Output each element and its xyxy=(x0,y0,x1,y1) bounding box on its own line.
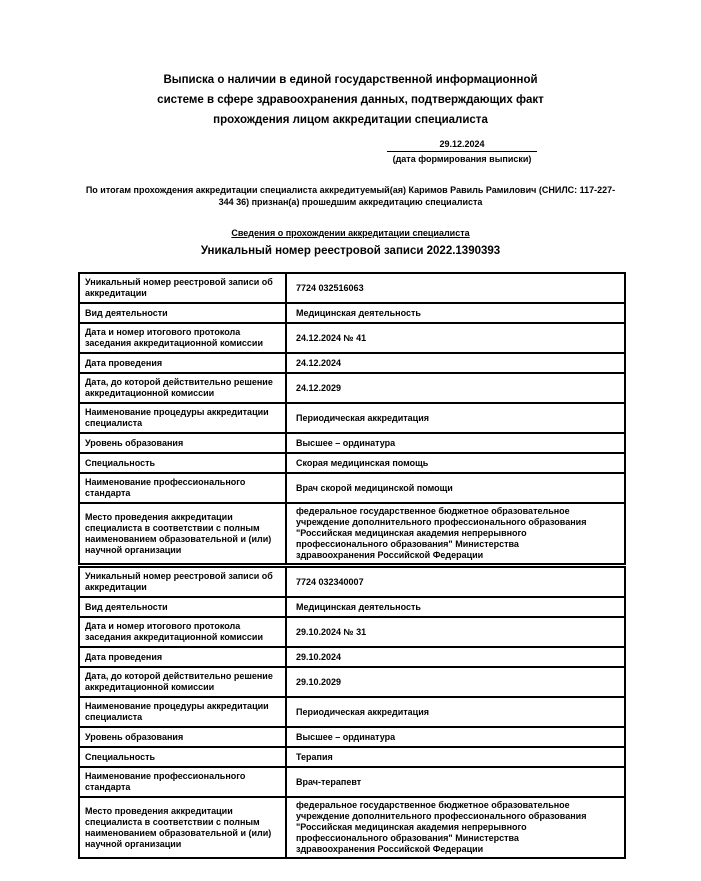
field-label: Дата и номер итогового протокола заседания аккредитационной комиссии xyxy=(79,323,286,353)
field-value: федеральное государственное бюджетное образовательное учреждение дополнительного профессионального образования "Российская медицинская академия непрерывного профессионального образования" Министерства здравоохранения Российской Федерации xyxy=(286,797,625,858)
table-row xyxy=(79,373,625,403)
field-label: Уровень образования xyxy=(79,727,286,747)
field-label: Уникальный номер реестровой записи об аккредитации xyxy=(79,567,286,597)
table-row xyxy=(79,567,625,597)
field-value: 7724 032340007 xyxy=(286,567,625,597)
table-row xyxy=(79,647,625,667)
table-row xyxy=(79,727,625,747)
table-row xyxy=(79,667,625,697)
table-row xyxy=(79,797,625,858)
table-row xyxy=(79,597,625,617)
table-row xyxy=(79,697,625,727)
table-row xyxy=(79,303,625,323)
field-value: 24.12.2024 xyxy=(286,353,625,373)
table-row xyxy=(79,767,625,797)
table-row xyxy=(79,403,625,433)
document-title-line: системе в сфере здравоохранения данных, подтверждающих факт xyxy=(157,94,544,106)
registry-number-heading: Уникальный номер реестровой записи 2022.1390393 xyxy=(200,245,501,257)
field-value: Врач-терапевт xyxy=(286,767,625,797)
table-row xyxy=(79,323,625,353)
field-value: Высшее – ординатура xyxy=(286,433,625,453)
issue-date-value: 29.12.2024 xyxy=(387,138,537,152)
document-title-line: прохождения лицом аккредитации специалиста xyxy=(213,114,488,126)
issue-date-block xyxy=(387,138,537,165)
table-row xyxy=(79,617,625,647)
field-label: Уникальный номер реестровой записи об аккредитации xyxy=(79,273,286,303)
field-label: Вид деятельности xyxy=(79,597,286,617)
field-label: Дата и номер итогового протокола заседания аккредитационной комиссии xyxy=(79,617,286,647)
field-label: Наименование профессионального стандарта xyxy=(79,767,286,797)
field-value: 29.10.2024 № 31 xyxy=(286,617,625,647)
section-heading: Сведения о прохождении аккредитации специалиста xyxy=(231,228,470,238)
field-label: Место проведения аккредитации специалиста в соответствии с полным наименованием образовательной и (или) научной организации xyxy=(79,503,286,564)
field-value: Периодическая аккредитация xyxy=(286,697,625,727)
field-value: Терапия xyxy=(286,747,625,767)
accreditation-table-1 xyxy=(78,272,626,565)
field-value: Периодическая аккредитация xyxy=(286,403,625,433)
table-row xyxy=(79,453,625,473)
accreditation-summary-line: 344 36) признан(а) прошедшим аккредитацию специалиста xyxy=(218,196,483,207)
field-value: Медицинская деятельность xyxy=(286,597,625,617)
field-label: Наименование профессионального стандарта xyxy=(79,473,286,503)
accreditation-summary-line: По итогам прохождения аккредитации специалиста аккредитуемый(ая) Каримов Равиль Рамилович (СНИЛС: 117-227- xyxy=(85,185,616,195)
field-label: Вид деятельности xyxy=(79,303,286,323)
field-label: Место проведения аккредитации специалиста в соответствии с полным наименованием образовательной и (или) научной организации xyxy=(79,797,286,858)
field-value: 29.10.2024 xyxy=(286,647,625,667)
field-label: Дата проведения xyxy=(79,353,286,373)
field-value: Высшее – ординатура xyxy=(286,727,625,747)
issue-date-caption: (дата формирования выписки) xyxy=(392,154,532,164)
field-label: Уровень образования xyxy=(79,433,286,453)
field-value: Медицинская деятельность xyxy=(286,303,625,323)
field-label: Наименование процедуры аккредитации специалиста xyxy=(79,697,286,727)
field-value: 7724 032516063 xyxy=(286,273,625,303)
table-row xyxy=(79,747,625,767)
field-label: Дата, до которой действительно решение аккредитационной комиссии xyxy=(79,373,286,403)
field-value: Скорая медицинская помощь xyxy=(286,453,625,473)
table-row xyxy=(79,473,625,503)
table-row xyxy=(79,503,625,564)
field-value: 24.12.2024 № 41 xyxy=(286,323,625,353)
accreditation-table-2 xyxy=(78,566,626,859)
field-label: Наименование процедуры аккредитации специалиста xyxy=(79,403,286,433)
table-row xyxy=(79,353,625,373)
table-row xyxy=(79,433,625,453)
table-row xyxy=(79,273,625,303)
field-value: федеральное государственное бюджетное образовательное учреждение дополнительного профессионального образования "Российская медицинская академия непрерывного профессионального образования" Министерства здравоохранения Российской Федерации xyxy=(286,503,625,564)
document-title-line: Выписка о наличии в единой государственной информационной xyxy=(163,74,538,86)
field-label: Дата проведения xyxy=(79,647,286,667)
field-label: Дата, до которой действительно решение аккредитационной комиссии xyxy=(79,667,286,697)
field-value: 29.10.2029 xyxy=(286,667,625,697)
field-label: Специальность xyxy=(79,747,286,767)
accreditation-summary xyxy=(0,185,701,208)
field-label: Специальность xyxy=(79,453,286,473)
field-value: 24.12.2029 xyxy=(286,373,625,403)
document-title xyxy=(0,70,701,130)
field-value: Врач скорой медицинской помощи xyxy=(286,473,625,503)
